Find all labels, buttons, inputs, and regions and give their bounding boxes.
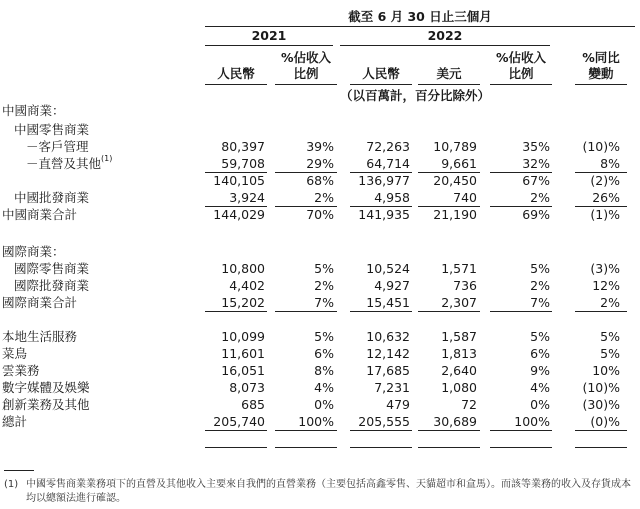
subtotal-rule — [575, 206, 627, 207]
yoy-change: (2)% — [590, 173, 620, 188]
value-usd-2022: 10,789 — [433, 139, 477, 154]
subtotal-rule — [490, 430, 552, 431]
pct-revenue-2021: 100% — [298, 414, 334, 429]
pct-revenue-2021: 0% — [314, 397, 334, 412]
row-label-text: －直營及其他 — [26, 156, 102, 171]
col-pct-2022-line2: 比例 — [508, 66, 534, 81]
value-rmb-2022: 4,927 — [374, 278, 410, 293]
subtotal-rule — [418, 447, 480, 448]
row-label — [2, 206, 77, 223]
value-usd-2022: 1,813 — [441, 346, 477, 361]
pct-revenue-2021: 70% — [306, 207, 334, 222]
pct-revenue-2022: 7% — [530, 295, 550, 310]
subtotal-rule — [418, 430, 480, 431]
row-label-text: 國際商業： — [2, 244, 65, 259]
yoy-change: 8% — [600, 156, 620, 171]
col-rule — [205, 84, 267, 85]
pct-revenue-2021: 68% — [306, 173, 334, 188]
value-usd-2022: 1,587 — [441, 329, 477, 344]
pct-revenue-2022: 32% — [522, 156, 550, 171]
value-rmb-2022: 15,451 — [366, 295, 410, 310]
subtotal-rule — [490, 172, 552, 173]
yoy-change: 10% — [592, 363, 620, 378]
yoy-change: (3)% — [590, 261, 620, 276]
row-label — [14, 260, 89, 277]
col-yoy-line2: 變動 — [588, 66, 614, 81]
value-rmb-2021: 144,029 — [213, 207, 265, 222]
pct-revenue-2021: 5% — [314, 261, 334, 276]
value-usd-2022: 30,689 — [433, 414, 477, 429]
row-label-text: 菜鳥 — [2, 346, 28, 361]
footnote-marker: (1) — [4, 479, 19, 490]
col-pct-2021-line2: 比例 — [293, 66, 319, 81]
footnote — [4, 478, 634, 506]
value-rmb-2022: 72,263 — [366, 139, 410, 154]
footnote-reference: (1) — [101, 154, 113, 163]
subtotal-rule — [205, 447, 267, 448]
pct-revenue-2021: 2% — [314, 278, 334, 293]
row-label-text: 中國商業合計 — [2, 207, 78, 222]
pct-revenue-2022: 69% — [522, 207, 550, 222]
yoy-change: 2% — [600, 295, 620, 310]
value-rmb-2022: 7,231 — [374, 380, 410, 395]
subtotal-rule — [575, 311, 627, 312]
value-rmb-2021: 59,708 — [221, 156, 265, 171]
row-label — [2, 362, 40, 379]
pct-revenue-2022: 35% — [522, 139, 550, 154]
yoy-change: 12% — [592, 278, 620, 293]
col-pct-2021-line1: %佔收入 — [280, 50, 332, 65]
pct-revenue-2022: 100% — [514, 414, 550, 429]
pct-revenue-2021: 29% — [306, 156, 334, 171]
header-rule — [205, 26, 635, 27]
yoy-change: 5% — [600, 329, 620, 344]
subtotal-rule — [350, 172, 412, 173]
value-rmb-2022: 141,935 — [358, 207, 410, 222]
row-label-text: 總計 — [2, 414, 28, 429]
table-row — [0, 379, 640, 396]
row-label-text: 雲業務 — [2, 363, 40, 378]
table-row — [0, 243, 640, 260]
subtotal-rule — [490, 311, 552, 312]
col-rule — [490, 84, 552, 85]
value-rmb-2021: 10,099 — [221, 329, 265, 344]
row-label-text: －客戶管理 — [26, 139, 89, 154]
subtotal-rule — [575, 172, 627, 173]
yoy-change: 26% — [592, 190, 620, 205]
value-usd-2022: 9,661 — [441, 156, 477, 171]
row-label-text: 本地生活服務 — [2, 329, 78, 344]
subtotal-rule — [205, 430, 267, 431]
row-label — [2, 396, 90, 413]
value-rmb-2021: 3,924 — [229, 190, 265, 205]
subtotal-rule — [575, 430, 627, 431]
pct-revenue-2022: 9% — [530, 363, 550, 378]
col-usd-2022: 美元 — [436, 66, 462, 81]
value-usd-2022: 20,450 — [433, 173, 477, 188]
table-row — [0, 138, 640, 155]
unit-note: （以百萬計，百分比除外） — [339, 88, 490, 103]
col-rule — [350, 84, 412, 85]
value-rmb-2021: 11,601 — [221, 346, 265, 361]
pct-revenue-2021: 5% — [314, 329, 334, 344]
subtotal-rule — [418, 311, 480, 312]
value-rmb-2022: 4,958 — [374, 190, 410, 205]
row-label-text: 國際零售商業 — [14, 261, 90, 276]
table-row — [0, 277, 640, 294]
value-rmb-2021: 8,073 — [229, 380, 265, 395]
row-label — [26, 138, 89, 155]
subtotal-rule — [350, 311, 412, 312]
subtotal-rule — [350, 447, 412, 448]
subtotal-rule — [418, 172, 480, 173]
year-2022-rule — [340, 45, 550, 46]
value-rmb-2021: 205,740 — [213, 414, 265, 429]
subtotal-rule — [205, 172, 267, 173]
pct-revenue-2022: 4% — [530, 380, 550, 395]
row-label-text: 創新業務及其他 — [2, 397, 90, 412]
pct-revenue-2021: 39% — [306, 139, 334, 154]
row-label — [2, 413, 27, 430]
value-rmb-2021: 685 — [241, 397, 265, 412]
col-rule — [575, 84, 627, 85]
row-label-text: 中國批發商業 — [14, 190, 90, 205]
pct-revenue-2022: 67% — [522, 173, 550, 188]
year-2021-rule — [205, 45, 333, 46]
value-rmb-2021: 80,397 — [221, 139, 265, 154]
value-usd-2022: 740 — [453, 190, 477, 205]
value-rmb-2021: 10,800 — [221, 261, 265, 276]
yoy-change: (1)% — [590, 207, 620, 222]
footnote-rule — [4, 470, 34, 471]
table-row — [0, 121, 640, 138]
subtotal-rule — [490, 447, 552, 448]
row-label — [2, 345, 27, 362]
subtotal-rule — [490, 206, 552, 207]
table-row — [0, 396, 640, 413]
row-label-text: 中國商業： — [2, 103, 65, 118]
pct-revenue-2021: 8% — [314, 363, 334, 378]
row-label — [14, 189, 89, 206]
row-label — [2, 328, 77, 345]
row-label — [2, 379, 90, 396]
value-rmb-2021: 15,202 — [221, 295, 265, 310]
value-rmb-2021: 16,051 — [221, 363, 265, 378]
yoy-change: (10)% — [582, 380, 620, 395]
pct-revenue-2022: 2% — [530, 190, 550, 205]
pct-revenue-2021: 7% — [314, 295, 334, 310]
period-header: 截至 6 月 30 日止三個月 — [348, 9, 492, 24]
row-label-text: 數字媒體及娛樂 — [2, 380, 90, 395]
pct-revenue-2022: 5% — [530, 261, 550, 276]
yoy-change: (10)% — [582, 139, 620, 154]
row-label — [14, 121, 89, 138]
subtotal-rule — [205, 311, 267, 312]
table-row — [0, 294, 640, 311]
value-usd-2022: 2,307 — [441, 295, 477, 310]
subtotal-rule — [275, 447, 337, 448]
value-rmb-2022: 64,714 — [366, 156, 410, 171]
value-rmb-2022: 12,142 — [366, 346, 410, 361]
table-row — [0, 172, 640, 189]
value-usd-2022: 1,571 — [441, 261, 477, 276]
subtotal-rule — [350, 430, 412, 431]
value-usd-2022: 1,080 — [441, 380, 477, 395]
table-row — [0, 362, 640, 379]
yoy-change: (0)% — [590, 414, 620, 429]
subtotal-rule — [275, 430, 337, 431]
col-yoy-line1: %同比 — [582, 50, 620, 65]
pct-revenue-2022: 5% — [530, 329, 550, 344]
pct-revenue-2022: 0% — [530, 397, 550, 412]
row-label-text: 中國零售商業 — [14, 122, 90, 137]
subtotal-rule — [275, 311, 337, 312]
row-label-text: 國際批發商業 — [14, 278, 90, 293]
value-rmb-2022: 479 — [386, 397, 410, 412]
subtotal-rule — [275, 172, 337, 173]
year-2021: 2021 — [251, 28, 287, 43]
yoy-change: 5% — [600, 346, 620, 361]
table-row — [0, 189, 640, 206]
value-rmb-2021: 140,105 — [213, 173, 265, 188]
col-pct-2021 — [275, 50, 337, 82]
value-usd-2022: 21,190 — [433, 207, 477, 222]
row-label — [2, 243, 65, 260]
value-rmb-2022: 205,555 — [358, 414, 410, 429]
row-label-text: 國際商業合計 — [2, 295, 78, 310]
table-row — [0, 102, 640, 119]
subtotal-rule — [418, 206, 480, 207]
col-pct-2022-line1: %佔收入 — [495, 50, 547, 65]
value-rmb-2022: 136,977 — [358, 173, 410, 188]
subtotal-rule — [575, 447, 627, 448]
value-rmb-2022: 10,632 — [366, 329, 410, 344]
row-label — [2, 294, 77, 311]
value-usd-2022: 72 — [461, 397, 477, 412]
value-rmb-2022: 10,524 — [366, 261, 410, 276]
table-row — [0, 260, 640, 277]
table-row — [0, 328, 640, 345]
row-label — [26, 155, 112, 172]
value-usd-2022: 2,640 — [441, 363, 477, 378]
pct-revenue-2021: 2% — [314, 190, 334, 205]
value-rmb-2022: 17,685 — [366, 363, 410, 378]
table-row — [0, 206, 640, 223]
yoy-change: (30)% — [582, 397, 620, 412]
pct-revenue-2022: 2% — [530, 278, 550, 293]
value-usd-2022: 736 — [453, 278, 477, 293]
subtotal-rule — [275, 206, 337, 207]
table-row — [0, 345, 640, 362]
pct-revenue-2021: 6% — [314, 346, 334, 361]
pct-revenue-2022: 6% — [530, 346, 550, 361]
value-rmb-2021: 4,402 — [229, 278, 265, 293]
footnote-text: 中國零售商業業務項下的直營及其他收入主要來自我們的直營業務（主要包括高鑫零售、天貓超市和盒馬）。而該等業務的收入及存貨成本均以總額法進行確認。 — [26, 479, 631, 504]
col-yoy — [575, 50, 627, 82]
pct-revenue-2021: 4% — [314, 380, 334, 395]
subtotal-rule — [350, 206, 412, 207]
subtotal-rule — [205, 206, 267, 207]
table-row — [0, 155, 640, 172]
row-label — [14, 277, 89, 294]
col-rule — [275, 84, 337, 85]
row-label — [2, 102, 65, 119]
col-rule — [418, 84, 480, 85]
year-2022: 2022 — [427, 28, 463, 43]
col-rmb-2022: 人民幣 — [362, 66, 400, 81]
col-rmb-2021: 人民幣 — [217, 66, 255, 81]
col-pct-2022 — [490, 50, 552, 82]
table-row — [0, 413, 640, 430]
